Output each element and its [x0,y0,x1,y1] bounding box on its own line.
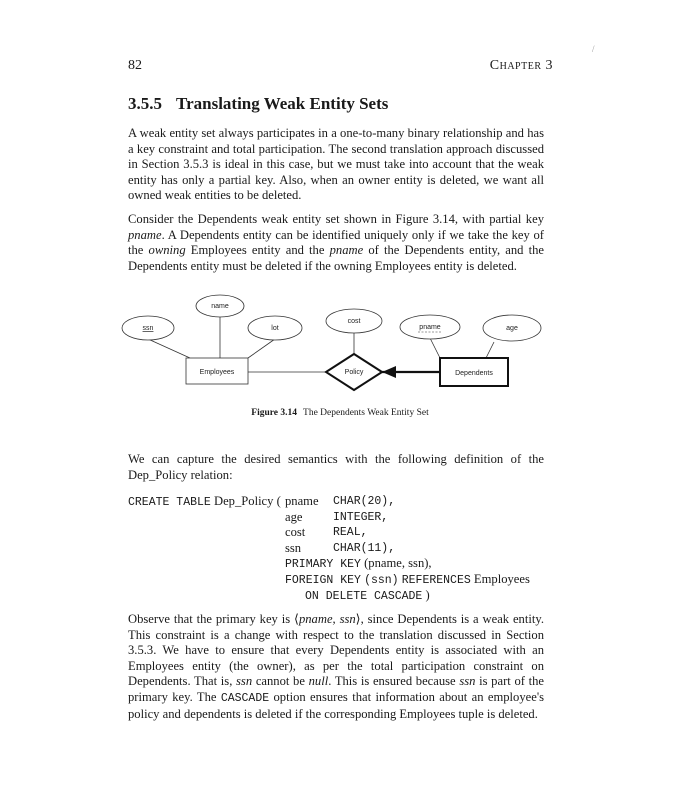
paragraph-1: A weak entity set always participates in a one-to-many binary relationship and has a key constraint and total participation. The second translation approach discussed in Section 3.5.3 is ideal in this case, but we must take into account that the weak entity has only a partial key. Also, when an owner entity is deleted, we want all owned weak entities to be deleted. [128,126,544,203]
text-run-italic: ssn [459,674,476,689]
text-run: . A Dependents entity can be identified uniquely only if we take the key of the [128,227,544,258]
text-run: . This is ensured because [328,674,460,689]
sql-col-type: REAL, [333,526,368,540]
text-run: Observe that the primary key is ⟨ [128,612,299,626]
text-run-italic: pname, ssn [298,612,356,626]
paragraph-4 [128,612,544,722]
sql-close-paren: ) [425,587,430,602]
text-run-italic: owning [148,243,186,258]
sql-create-keyword: CREATE TABLE [128,496,211,509]
section-heading [128,94,388,114]
attr-ssn-label: ssn [142,325,154,332]
figure-caption-label: Figure 3.14 [251,408,298,418]
text-run: is part of the primary key. The [128,674,544,704]
sql-col-type: CHAR(20), [333,495,396,508]
page-number: 82 [128,58,142,73]
text-run: Employees entity and the [185,243,330,258]
paragraph-3: We can capture the desired semantics with the following definition of the Dep_Policy relation: [128,452,544,482]
figure-caption-text: The Dependents Weak Entity Set [303,408,429,418]
text-run: Consider the Dependents weak entity set shown in Figure 3.14, with partial key [128,212,544,226]
sql-ref-table: Employees [473,571,530,586]
sql-pk-keyword: PRIMARY KEY [285,558,361,572]
text-run: option ensures that information about an employee's policy and dependents is deleted if the corresponding Employees tuple is deleted. [128,689,544,721]
er-diagram [120,290,560,400]
text-run-italic: pname [128,227,162,242]
sql-table-name: Dep_Policy ( [213,494,281,508]
text-run: ⟩, since Dependents is a weak entity. This constraint is a change with respect to the translation discussed in Section 3.5.3. We have to ensure that every Dependents entity is associated with an Employees entity (the owner), as per the total participation constraint on Dependents. That is, [128,612,544,689]
relationship-policy-label: Policy [344,369,364,376]
sql-references-keyword: REFERENCES [401,573,471,587]
figure-caption [0,408,680,418]
line-lot-employees [248,339,275,358]
line-age-dependents [486,342,494,358]
running-header: Chapter 3 [489,58,553,73]
attr-name-label: name [211,303,229,310]
line-ssn-employees [148,339,190,358]
entity-dependents-label: Dependents [455,370,493,377]
sql-col-name: ssn [285,540,302,555]
text-run-italic: null [308,674,329,689]
text-run-italic: ssn [236,674,253,689]
arrow-head [382,366,396,378]
margin-mark: / [592,44,595,54]
sql-fk-column: (ssn) [364,573,399,587]
attr-cost-label: cost [347,318,361,325]
text-run-italic: pname [329,243,364,258]
sql-col-type: CHAR(11), [333,541,396,555]
sql-col-name: cost [285,525,306,540]
text-run-code: CASCADE [220,691,270,705]
text-run: of the Dependents entity, and the Dependents entity must be deleted if the owning Employees entity is deleted. [128,243,544,273]
sql-col-type: INTEGER, [333,510,389,524]
section-title: Translating Weak Entity Sets [176,94,389,113]
sql-pk-columns: (pname, ssn), [364,556,432,571]
attr-lot-label: lot [271,325,279,332]
er-diagram-svg [120,290,560,400]
attr-pname-label: pname [419,324,441,331]
attr-age-label: age [506,325,518,332]
sql-col-name: pname [285,494,319,508]
text-run: cannot be [252,674,309,689]
sql-fk-keyword: FOREIGN KEY [285,573,361,587]
paragraph-2 [128,212,544,274]
sql-col-name: age [285,509,303,524]
sql-on-delete: ON DELETE CASCADE [305,589,423,603]
entity-employees-label: Employees [199,369,235,376]
line-pname-dependents [430,338,440,358]
section-number: 3.5.5 [128,94,162,113]
